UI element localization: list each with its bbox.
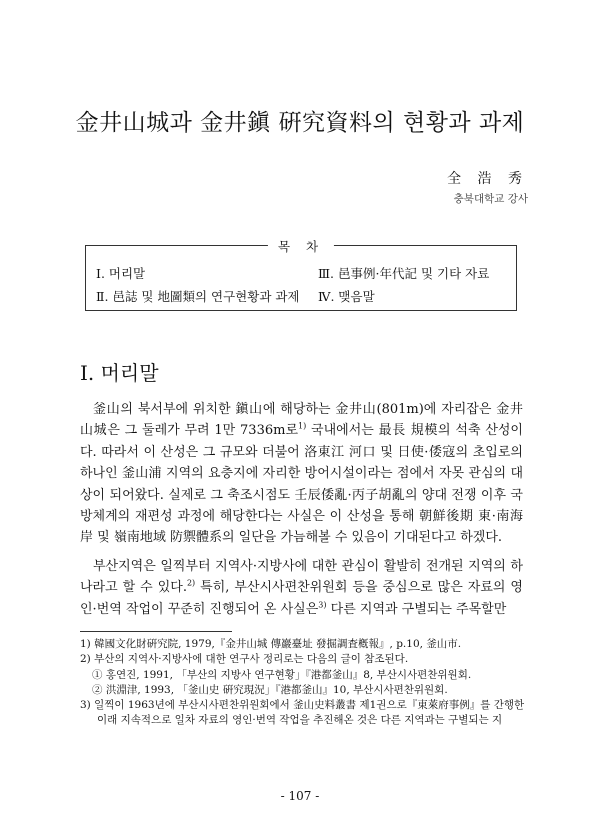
body-paragraph-2 <box>80 556 523 620</box>
footnote-ref: 2) <box>186 579 196 589</box>
footnote-3: 3) 일찍이 1963년에 부산시사편찬위원회에서 釜山史料叢書 제1권으로『東萊府事例』를 간행한 <box>80 699 525 712</box>
toc-heading: 목 차 <box>268 237 334 255</box>
footnotes <box>80 637 530 729</box>
toc-item-1: Ⅰ. 머리말 <box>96 266 146 281</box>
footnote-2-item-1: ① 홍연진, 1991, 「부산의 지방사 연구현황」『港都釜山』8, 부산시사편찬위원회. <box>92 668 472 681</box>
author-affiliation: 충북대학교 강사 <box>453 193 528 205</box>
toc-item-4: Ⅳ. 맺음말 <box>318 289 375 304</box>
paragraph-text: 국내에서는 最長 規模의 석축 산성이다. 따라서 이 산성은 그 규모와 더불어 洛東江 河口 및 日使·倭寇의 초입로의 하나인 釜山浦 지역의 요충지에 자리한 방어시설이라는 점에서 자못 관심의 대상이 되어왔다. 실제로 그 축조시점도 壬辰倭亂·丙子胡亂의 양대 전쟁 이후 국방체계의 재편성 과정에 해당한다는 사실은 이 산성을 통해 朝鮮後期 東·南海岸 및 嶺南地域 防禦體系의 일단을 가늠해볼 수 있음이 기대된다고 하겠다. <box>80 423 523 546</box>
footnote-1: 1) 韓國文化財硏究院, 1979,『金井山城 傳巖臺址 發掘調査槪報』, p.10, 釜山市. <box>80 638 462 650</box>
section-heading: Ⅰ. 머리말 <box>80 361 159 385</box>
footnote-separator <box>80 631 232 632</box>
paragraph-text: 부산지역은 일찍부터 지역사·지방사에 대한 관심이 활발히 전개된 지역의 하나라고 할 수 있다. <box>80 559 523 596</box>
table-of-contents <box>85 239 517 311</box>
author-name: 全 浩 秀 <box>447 171 528 187</box>
paragraph-text: 釜山의 북서부에 위치한 鎭山에 해당하는 金井山(801m)에 자리잡은 金井山城은 그 둘레가 무려 1만 7336m로 <box>80 402 523 439</box>
toc-item-3: Ⅲ. 邑事例·年代記 및 기타 자료 <box>318 266 490 281</box>
paragraph-text: 다른 지역과 구별되는 주목할만 <box>326 601 507 617</box>
page-number: - 107 - <box>280 789 320 803</box>
footnote-2-item-2: ② 洪淵津, 1993, 「釜山史 硏究現況」『港都釜山』10, 부산시사편찬위원회. <box>92 683 448 696</box>
footnote-2: 2) 부산의 지역사·지방사에 대한 연구사 정리로는 다음의 글이 참조된다. <box>80 653 409 666</box>
footnote-ref: 3) <box>318 600 327 610</box>
footnote-3-continued: 이래 지속적으로 일차 자료의 영인·번역 작업을 추진해온 것은 다른 지역과는 구별되는 지 <box>97 714 503 727</box>
toc-item-2: Ⅱ. 邑誌 및 地圖類의 연구현황과 과제 <box>96 289 300 304</box>
paragraph-text: 특히, 부산시사편찬위원회 등을 중심으로 많은 자료의 영인·번역 작업이 꾸준히 진행되어 온 사실은 <box>80 580 523 617</box>
body-paragraph-1 <box>80 399 523 549</box>
paper-title: 金井山城과 金井鎭 硏究資料의 현황과 과제 <box>75 110 525 136</box>
footnote-ref: 1) <box>298 422 307 432</box>
